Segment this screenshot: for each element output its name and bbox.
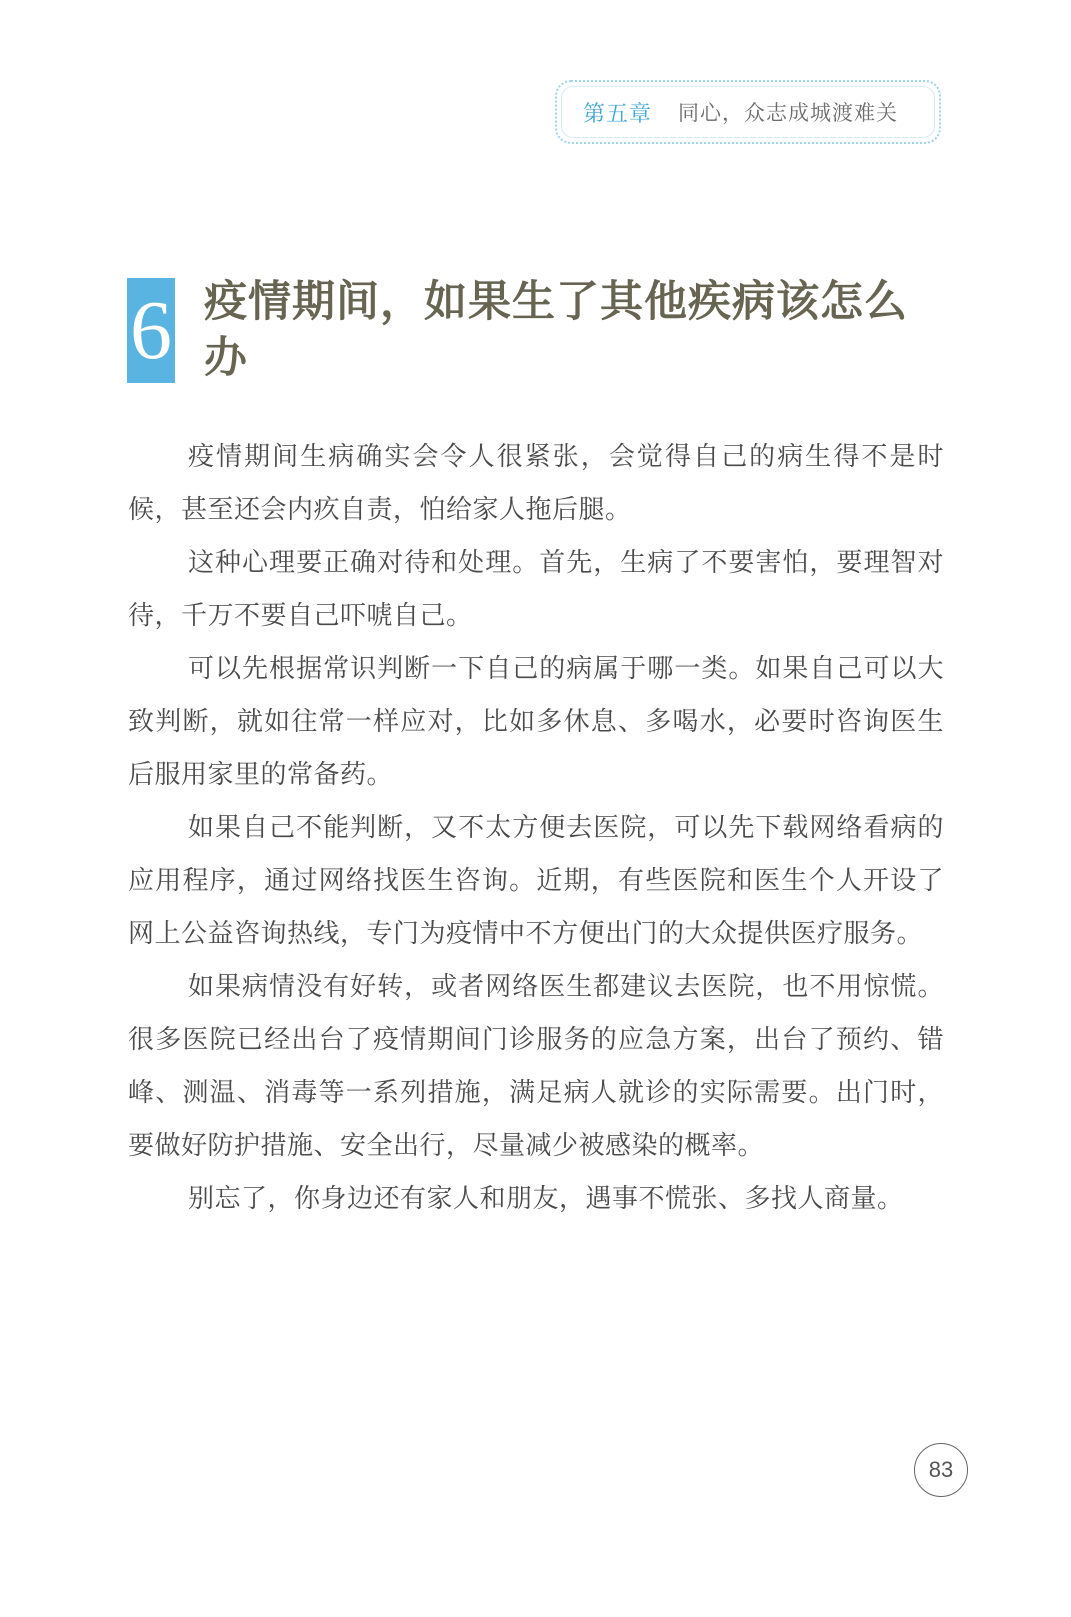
section-number-badge: 6 <box>127 278 175 383</box>
paragraph: 这种心理要正确对待和处理。首先，生病了不要害怕，要理智对待，千万不要自己吓唬自己。 <box>128 548 944 631</box>
page-number: 83 <box>914 1443 968 1497</box>
paragraph: 可以先根据常识判断一下自己的病属于哪一类。如果自己可以大致判断，就如往常一样应对，比如多休息、多喝水，必要时咨询医生后服用家里的常备药。 <box>128 654 944 790</box>
section-title: 疫情期间，如果生了其他疾病该怎么办 <box>204 277 908 383</box>
chapter-number: 第五章 <box>583 101 653 127</box>
paragraph: 如果病情没有好转，或者网络医生都建议去医院，也不用惊慌。很多医院已经出台了疫情期间门诊服务的应急方案，出台了预约、错峰、测温、消毒等一系列措施，满足病人就诊的实际需要。出门时，要做好防护措施、安全出行，尽量减少被感染的概率。 <box>128 972 944 1161</box>
chapter-title: 同心，众志成城渡难关 <box>678 101 899 125</box>
chapter-header <box>555 80 941 144</box>
paragraph: 疫情期间生病确实会令人很紧张，会觉得自己的病生得不是时候，甚至还会内疚自责，怕给家人拖后腿。 <box>128 442 944 525</box>
article-body <box>128 431 944 1226</box>
paragraph: 别忘了，你身边还有家人和朋友，遇事不慌张、多找人商量。 <box>188 1184 904 1214</box>
paragraph: 如果自己不能判断，又不太方便去医院，可以先下载网络看病的应用程序，通过网络找医生咨询。近期，有些医院和医生个人开设了网上公益咨询热线，专门为疫情中不方便出门的大众提供医疗服务。 <box>128 813 944 949</box>
